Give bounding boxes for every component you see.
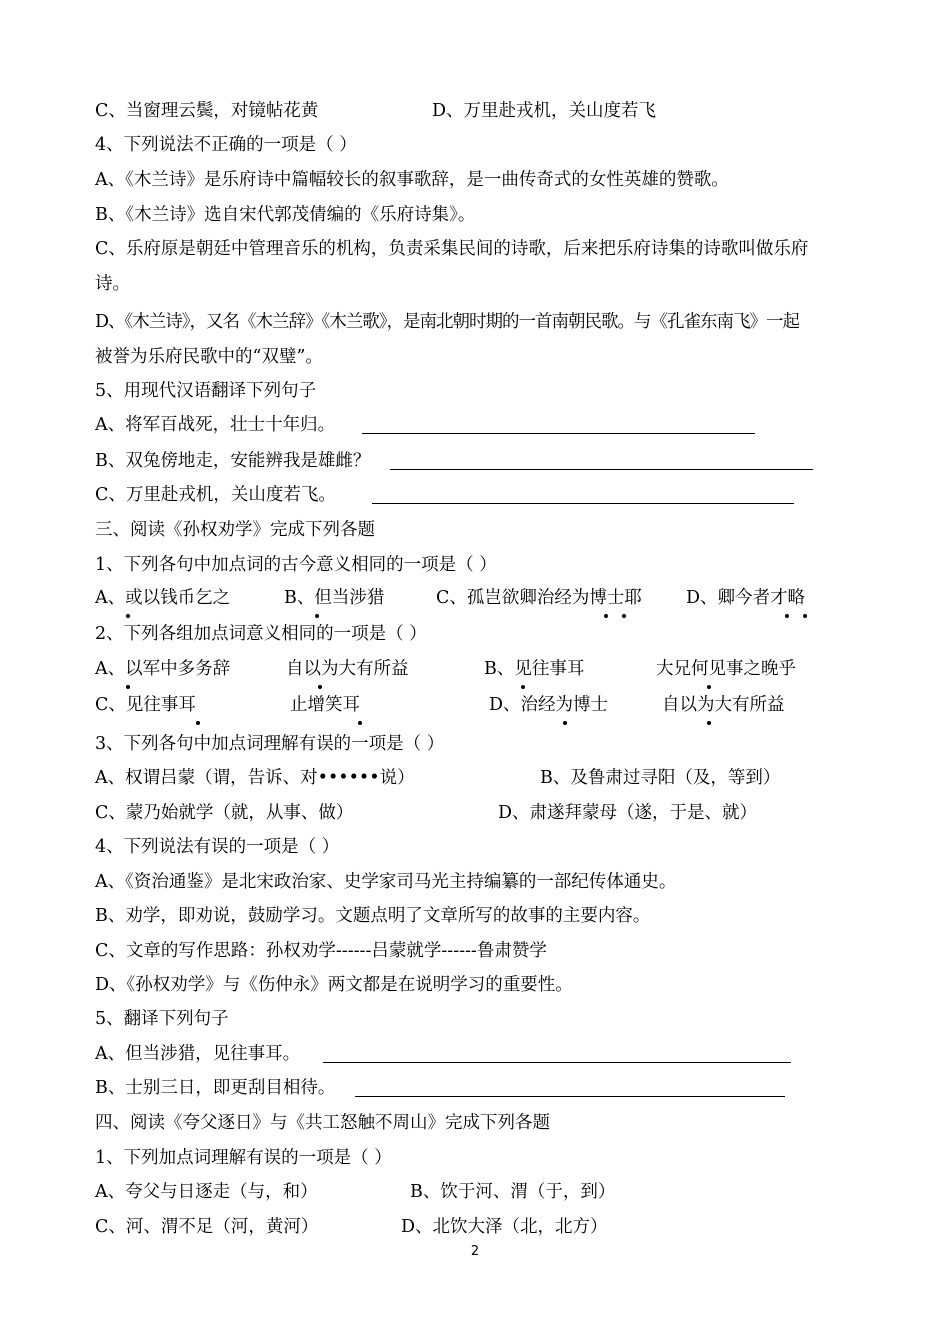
question-5: 5、用现代汉语翻译下列句子 xyxy=(95,381,317,401)
s3q2-option-d2: 自以为大有所益 xyxy=(662,695,785,715)
emphasis-dot xyxy=(785,614,789,618)
option-d-line2: 被誉为乐府民歌中的“双璧”。 xyxy=(95,347,323,367)
s3q5-translate-a: A、但当涉猎，见往事耳。 xyxy=(95,1044,301,1064)
answer-blank-a[interactable] xyxy=(362,433,755,434)
s3q5-translate-b: B、士别三日，即更刮目相待。 xyxy=(95,1078,336,1098)
s3q2-option-c1: C、见往事耳 xyxy=(95,695,196,715)
page-number: 2 xyxy=(470,1244,480,1259)
emphasis-dot xyxy=(707,685,711,689)
s4q1-option-d: D、北饮大泽（北，北方） xyxy=(401,1217,608,1237)
translate-a: A、将军百战死，壮士十年归。 xyxy=(95,415,336,435)
option-c: C、当窗理云鬓，对镜帖花黄 xyxy=(95,101,319,121)
s3q2-option-a1: A、以军中多务辞 xyxy=(95,659,231,679)
s3q4-option-b: B、劝学，即劝说，鼓励学习。文题点明了文章所写的故事的主要内容。 xyxy=(95,906,651,926)
s3q3-option-d: D、肃遂拜蒙母（遂，于是、就） xyxy=(498,803,758,823)
emphasis-dot xyxy=(563,721,567,725)
s3q4-option-c: C、文章的写作思路：孙权劝学------吕蒙就学------鲁肃赞学 xyxy=(95,941,547,961)
s3q3-option-a: A、权谓吕蒙（谓，告诉、对••••••说） xyxy=(95,768,415,788)
question-4: 4、下列说法不正确的一项是（ ） xyxy=(95,135,357,155)
answer-blank-c[interactable] xyxy=(372,503,794,504)
emphasis-dot xyxy=(358,721,362,725)
s3q3-option-b: B、及鲁肃过寻阳（及，等到） xyxy=(540,768,781,788)
s3-question-1: 1、下列各句中加点词的古今意义相同的一项是（ ） xyxy=(95,555,497,575)
option-b: B、《木兰诗》选自宋代郭茂倩编的《乐府诗集》。 xyxy=(95,205,476,225)
emphasis-dot xyxy=(126,614,130,618)
emphasis-dot xyxy=(126,685,130,689)
s3q1-option-b: B、但当涉猎 xyxy=(284,588,385,608)
section-4-title: 四、阅读《夸父逐日》与《共工怒触不周山》完成下列各题 xyxy=(95,1113,550,1133)
emphasis-dot xyxy=(315,614,319,618)
option-d-line1: D、《木兰诗》，又名《木兰辞》《木兰歌》，是南北朝时期的一首南朝民歌。与《孔雀东南飞》一起 xyxy=(95,312,800,332)
s4q1-option-c: C、河、渭不足（河，黄河） xyxy=(95,1217,319,1237)
s3q2-option-b2: 大兄何见事之晚乎 xyxy=(656,659,796,679)
emphasis-dot xyxy=(803,614,807,618)
s3q2-option-a2: 自以为大有所益 xyxy=(286,659,409,679)
answer-blank-s3b[interactable] xyxy=(355,1096,785,1097)
s3q2-option-c2: 止增笑耳 xyxy=(290,695,360,715)
s4q1-option-b: B、饮于河、渭（于，到） xyxy=(410,1182,616,1202)
emphasis-dot xyxy=(196,721,200,725)
emphasis-dot xyxy=(318,685,322,689)
s3q1-option-d: D、卿今者才略 xyxy=(686,588,806,608)
s3q3-option-c: C、蒙乃始就学（就，从事、做） xyxy=(95,803,354,823)
s3q4-option-d: D、《孙权劝学》与《伤仲永》两文都是在说明学习的重要性。 xyxy=(95,975,573,995)
s3q2-option-d1: D、治经为博士 xyxy=(489,695,609,715)
emphasis-dot xyxy=(622,614,626,618)
s3-question-5: 5、翻译下列句子 xyxy=(95,1009,229,1029)
option-a: A、《木兰诗》是乐府诗中篇幅较长的叙事歌辞，是一曲传奇式的女性英雄的赞歌。 xyxy=(95,170,729,190)
s4-question-1: 1、下列加点词理解有误的一项是（ ） xyxy=(95,1148,392,1168)
answer-blank-b[interactable] xyxy=(390,469,813,470)
emphasis-dot xyxy=(604,614,608,618)
option-d: D、万里赴戎机，关山度若飞 xyxy=(432,101,657,121)
option-c-line1: C、乐府原是朝廷中管理音乐的机构，负责采集民间的诗歌，后来把乐府诗集的诗歌叫做乐府 xyxy=(95,239,809,259)
emphasis-dot xyxy=(521,685,525,689)
emphasis-dot xyxy=(707,721,711,725)
s3q4-option-a: A、《资治通鉴》是北宋政治家、史学家司马光主持编纂的一部纪传体通史。 xyxy=(95,872,677,892)
translate-b: B、双兔傍地走，安能辨我是雄雌？ xyxy=(95,451,371,471)
section-3-title: 三、阅读《孙权劝学》完成下列各题 xyxy=(95,520,375,540)
s3q1-option-a: A、或以钱币乞之 xyxy=(95,588,231,608)
s4q1-option-a: A、夸父与日逐走（与，和） xyxy=(95,1182,318,1202)
s3-question-4: 4、下列说法有误的一项是（ ） xyxy=(95,837,340,857)
s3q2-option-b1: B、见往事耳 xyxy=(484,659,585,679)
s3-question-3: 3、下列各句中加点词理解有误的一项是（ ） xyxy=(95,734,445,754)
option-c-line2: 诗。 xyxy=(95,274,130,294)
s3q1-option-c: C、孤岂欲卿治经为博士耶 xyxy=(436,588,642,608)
translate-c: C、万里赴戎机，关山度若飞。 xyxy=(95,485,336,505)
s3-question-2: 2、下列各组加点词意义相同的一项是（ ） xyxy=(95,624,427,644)
answer-blank-s3a[interactable] xyxy=(323,1062,791,1063)
